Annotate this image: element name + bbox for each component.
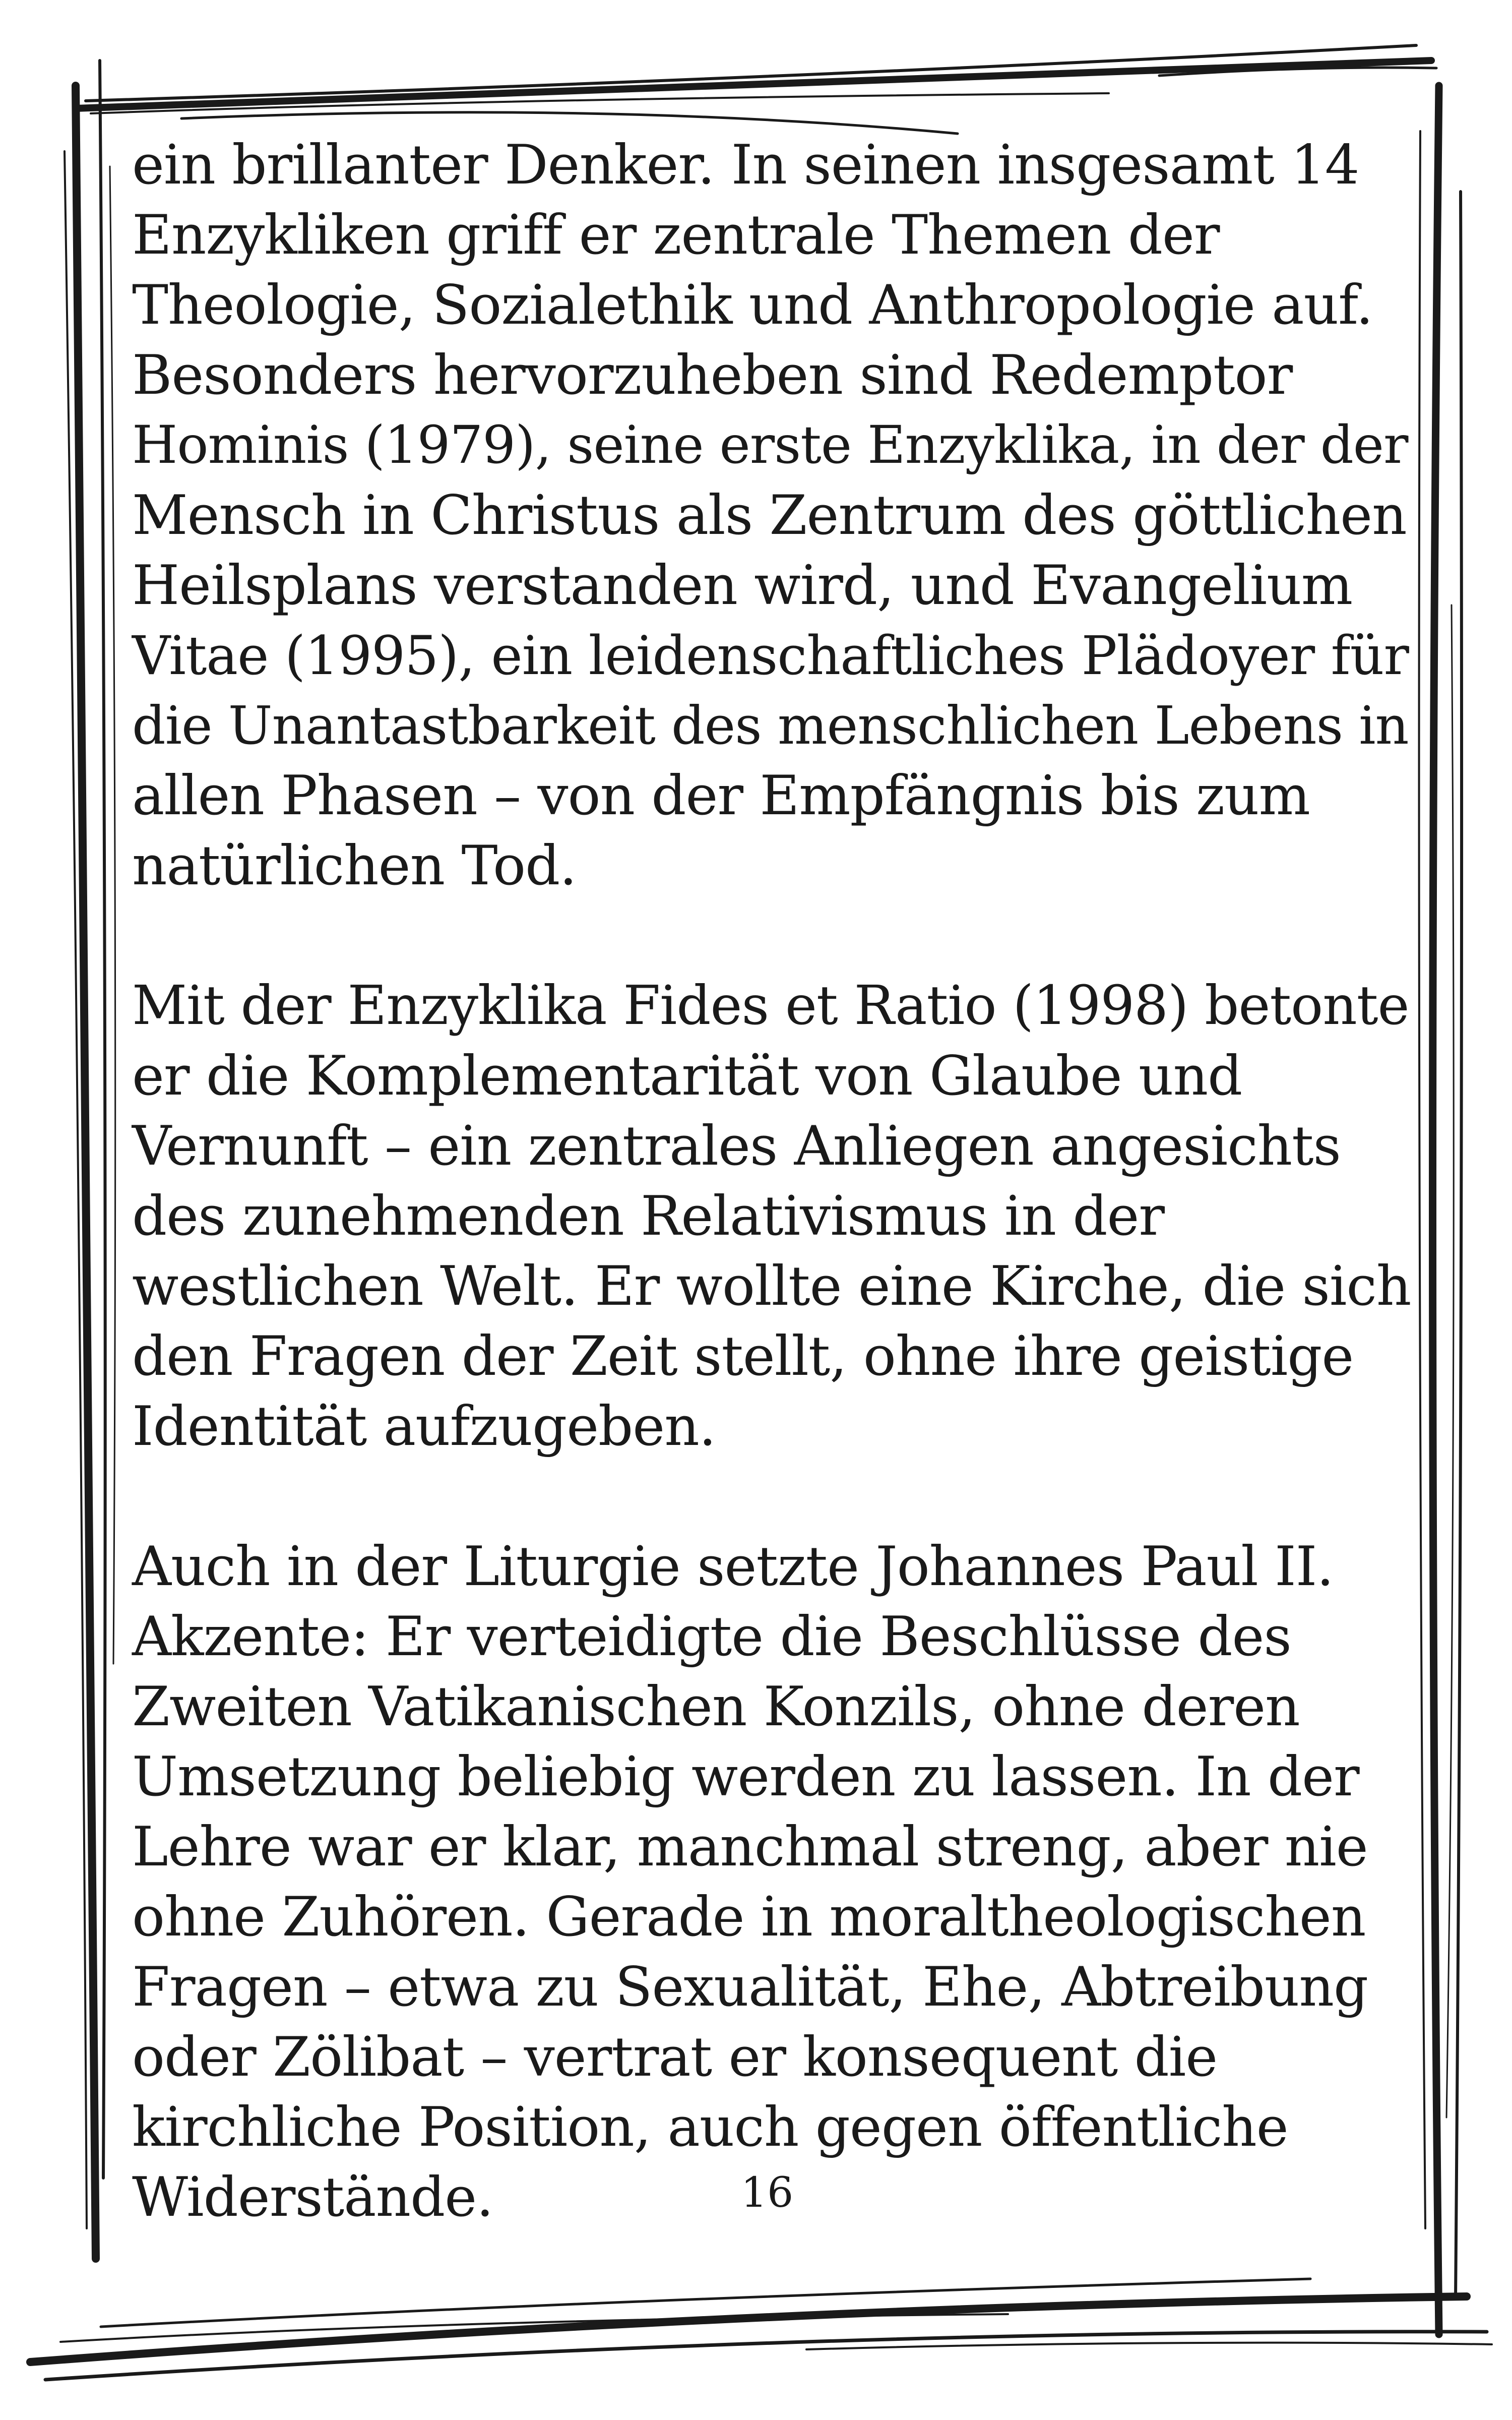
text-line: ohne Zuhören. Gerade in moraltheologischen <box>132 1886 1366 1949</box>
text-line: westlichen Welt. Er wollte eine Kirche, die sich <box>132 1255 1411 1318</box>
text-line: Mensch in Christus als Zentrum des göttlichen <box>132 484 1407 547</box>
text-line: Mit der Enzyklika Fides et Ratio (1998) betonte <box>132 975 1409 1037</box>
border-right-stroke <box>1433 86 1439 2334</box>
border-bottom-stroke <box>30 2296 1467 2362</box>
text-line: den Fragen der Zeit stellt, ohne ihre geistige <box>132 1325 1354 1388</box>
text-line: Auch in der Liturgie setzte Johannes Paul II. <box>132 1535 1334 1598</box>
border-right-stroke <box>1456 192 1462 2299</box>
border-bottom-stroke <box>45 2332 1487 2380</box>
text-line: des zunehmenden Relativismus in der <box>132 1185 1165 1248</box>
text-line: Lehre war er klar, manchmal streng, aber nie <box>132 1816 1368 1879</box>
paragraph <box>132 1532 1422 2232</box>
text-line: Umsetzung beliebig werden zu lassen. In der <box>132 1745 1359 1808</box>
text-line: natürlichen Tod. <box>132 834 577 897</box>
text-line: er die Komplementarität von Glaube und <box>132 1045 1242 1108</box>
paragraph <box>132 130 1422 901</box>
text-line: Akzente: Er verteidigte die Beschlüsse des <box>132 1605 1291 1668</box>
text-line: Hominis (1979), seine erste Enzyklika, in der der <box>132 415 1408 475</box>
border-top-stroke <box>76 60 1431 108</box>
border-right-stroke <box>1446 605 1454 2118</box>
page-number: 16 <box>741 2169 794 2217</box>
page-body-text <box>132 130 1422 2232</box>
text-line: Zweiten Vatikanischen Konzils, ohne deren <box>132 1675 1300 1738</box>
text-line: Vitae (1995), ein leidenschaftliches Plädoyer für <box>132 625 1409 687</box>
border-left-stroke <box>65 151 87 2228</box>
text-line: Enzykliken griff er zentrale Themen der <box>132 204 1220 267</box>
text-line: Theologie, Sozialethik und Anthropologie auf. <box>132 274 1373 337</box>
border-top-stroke <box>1159 68 1436 76</box>
border-left-stroke <box>100 60 105 2178</box>
border-bottom-stroke <box>60 2314 1008 2342</box>
text-line: Besonders hervorzuheben sind Redemptor <box>132 344 1293 407</box>
border-bottom-stroke <box>101 2279 1310 2327</box>
text-line: allen Phasen – von der Empfängnis bis zum <box>132 764 1310 827</box>
border-left-stroke <box>110 166 115 1664</box>
border-left-stroke <box>76 86 96 2259</box>
text-line: die Unantastbarkeit des menschlichen Lebens in <box>132 695 1409 756</box>
text-line: oder Zölibat – vertrat er konsequent die <box>132 2026 1218 2089</box>
text-line: Identität aufzugeben. <box>132 1395 716 1458</box>
text-line: Widerstände. <box>132 2166 493 2229</box>
border-top-stroke <box>91 93 1109 113</box>
border-bottom-stroke <box>806 2343 1492 2349</box>
text-line: ein brillanter Denker. In seinen insgesamt 14 <box>132 134 1359 197</box>
text-line: Fragen – etwa zu Sexualität, Ehe, Abtreibung <box>132 1956 1368 2019</box>
text-line: Vernunft – ein zentrales Anliegen angesichts <box>132 1115 1341 1178</box>
paragraph <box>132 971 1422 1462</box>
border-top-stroke <box>86 45 1416 101</box>
text-line: kirchliche Position, auch gegen öffentliche <box>132 2096 1288 2159</box>
text-line: Heilsplans verstanden wird, und Evangelium <box>132 554 1353 617</box>
